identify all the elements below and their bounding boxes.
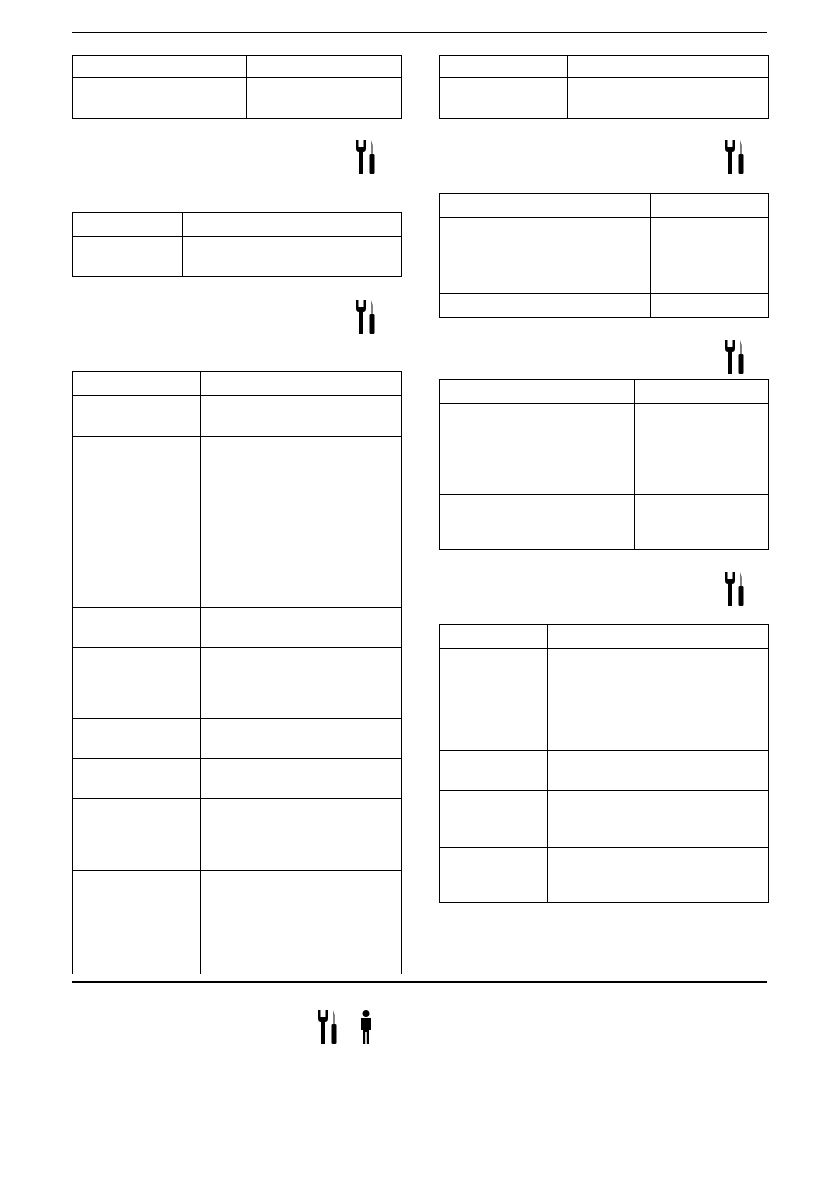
table-right-3 — [439, 379, 769, 550]
table-row — [73, 78, 402, 119]
table-header-row — [440, 194, 769, 218]
table-row — [73, 648, 402, 719]
table-header-row — [73, 213, 402, 237]
table-row — [73, 759, 402, 799]
tools-icon — [355, 300, 377, 334]
table-row — [440, 78, 769, 119]
table-row — [73, 871, 402, 974]
table-header-row — [73, 56, 402, 78]
table-right-4 — [439, 624, 769, 903]
table-header-row — [440, 625, 769, 649]
table-left-1 — [72, 55, 402, 119]
table-row — [73, 719, 402, 759]
table-row — [440, 404, 769, 495]
tools-icon — [724, 340, 746, 374]
table-header-row — [440, 56, 769, 78]
tools-icon — [317, 1010, 339, 1044]
table-header-row — [440, 380, 769, 404]
table-left-3 — [72, 371, 402, 974]
tools-icon — [724, 572, 746, 606]
table-row — [73, 237, 402, 277]
table-row — [440, 649, 769, 751]
section-rule — [72, 981, 767, 983]
table-row — [440, 495, 769, 550]
tools-icon — [355, 140, 377, 174]
table-right-2 — [439, 193, 769, 318]
table-row — [73, 608, 402, 648]
table-row — [73, 396, 402, 437]
table-row — [73, 437, 402, 608]
table-right-1 — [439, 55, 769, 119]
table-row — [73, 799, 402, 871]
person-icon — [358, 1010, 374, 1044]
header-rule — [72, 32, 767, 33]
table-left-2 — [72, 212, 402, 277]
tools-icon — [724, 140, 746, 174]
table-row — [440, 751, 769, 791]
table-row — [440, 791, 769, 848]
table-row — [440, 294, 769, 318]
table-header-row — [73, 372, 402, 396]
table-row — [440, 218, 769, 294]
table-row — [440, 848, 769, 903]
